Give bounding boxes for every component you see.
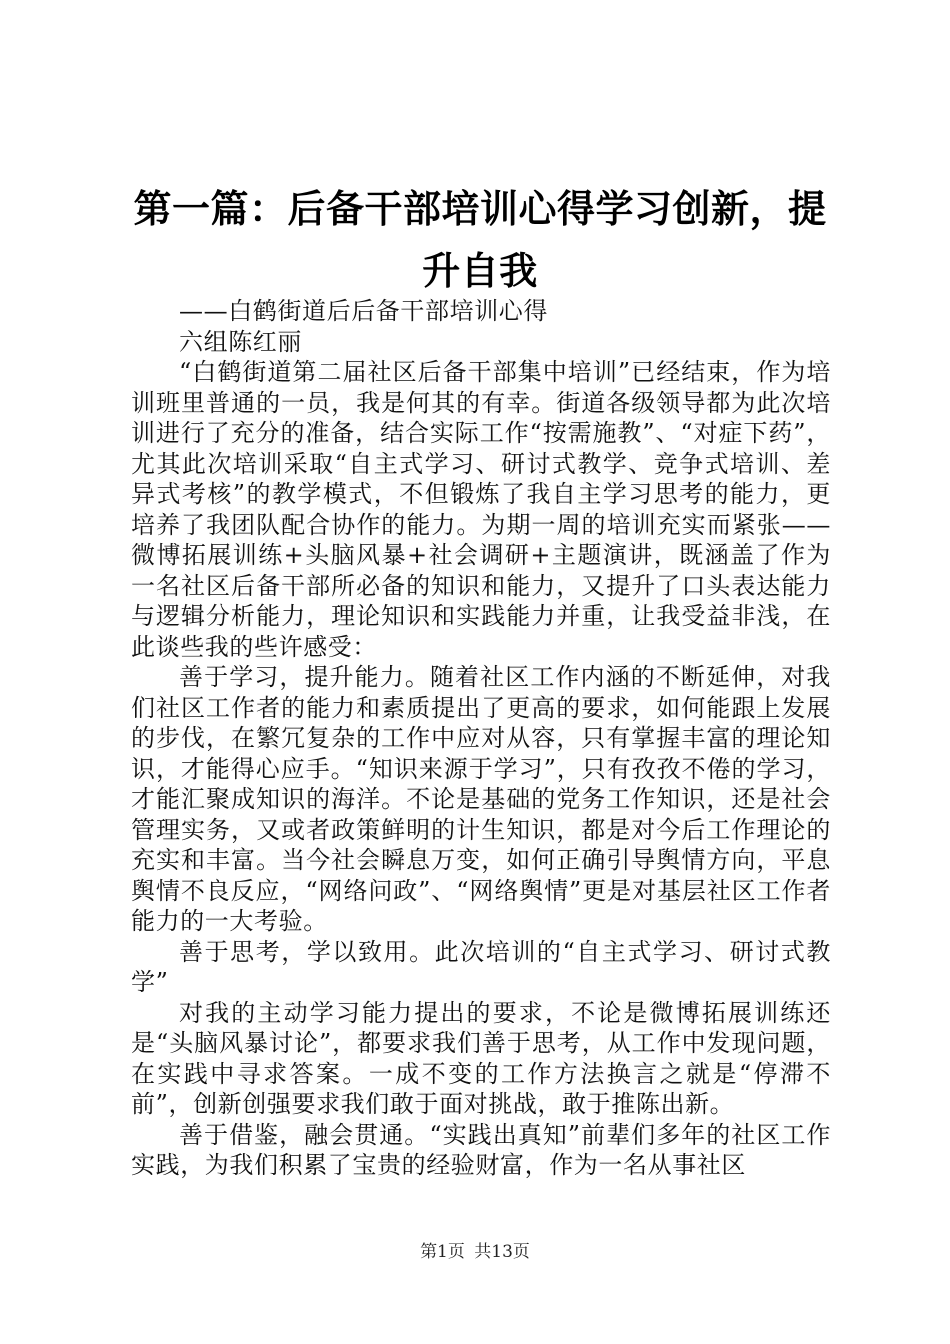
document-body (131, 296, 831, 1181)
document-title: 第一篇：后备干部培训心得学习创新，提升自我 (133, 186, 827, 293)
document-author: 六组陈红丽 (179, 327, 302, 356)
paragraph-5: 善于借鉴，融会贯通。“实践出真知”前辈们多年的社区工作实践，为我们积累了宝贵的经验财富，作为一名从事社区 (131, 1120, 831, 1179)
paragraph-2: 善于学习，提升能力。随着社区工作内涵的不断延伸，对我们社区工作者的能力和素质提出了更高的要求，如何能跟上发展的步伐，在繁冗复杂的工作中应对从容，只有掌握丰富的理论知识，才能得心应手。“知识来源于学习”，只有孜孜不倦的学习，才能汇聚成知识的海洋。不论是基础的党务工作知识，还是社会管理实务，又或者政策鲜明的计生知识，都是对今后工作理论的充实和丰富。当今社会瞬息万变，如何正确引导舆情方向，平息舆情不良反应，“网络问政”、“网络舆情”更是对基层社区工作者能力的一大考验。 (131, 663, 831, 935)
paragraph-3: 善于思考，学以致用。此次培训的“自主式学习、研讨式教学” (131, 937, 831, 996)
page-total: 共13页 (474, 1242, 530, 1262)
document-subtitle: ——白鹤街道后后备干部培训心得 (179, 297, 548, 325)
paragraph-4: 对我的主动学习能力提出的要求，不论是微博拓展训练还是“头脑风暴讨论”，都要求我们善于思考，从工作中发现问题，在实践中寻求答案。一成不变的工作方法换言之就是“停滞不前”，创新创强要求我们敢于面对挑战，敢于推陈出新。 (131, 998, 831, 1118)
paragraph-1: “白鹤街道第二届社区后备干部集中培训”已经结束，作为培训班里普通的一员，我是何其的有幸。街道各级领导都为此次培训进行了充分的准备，结合实际工作“按需施教”、“对症下药”，尤其此次培训采取“自主式学习、研讨式教学、竞争式培训、差异式考核”的教学模式，不但锻炼了我自主学习思考的能力，更培养了我团队配合协作的能力。为期一周的培训充实而紧张——微博拓展训练+头脑风暴+社会调研+主题演讲，既涵盖了作为一名社区后备干部所必备的知识和能力，又提升了口头表达能力与逻辑分析能力，理论知识和实践能力并重，让我受益非浅，在此谈些我的些许感受： (131, 358, 831, 661)
page-number: 第1页 (420, 1242, 465, 1262)
page-footer (0, 1240, 950, 1264)
